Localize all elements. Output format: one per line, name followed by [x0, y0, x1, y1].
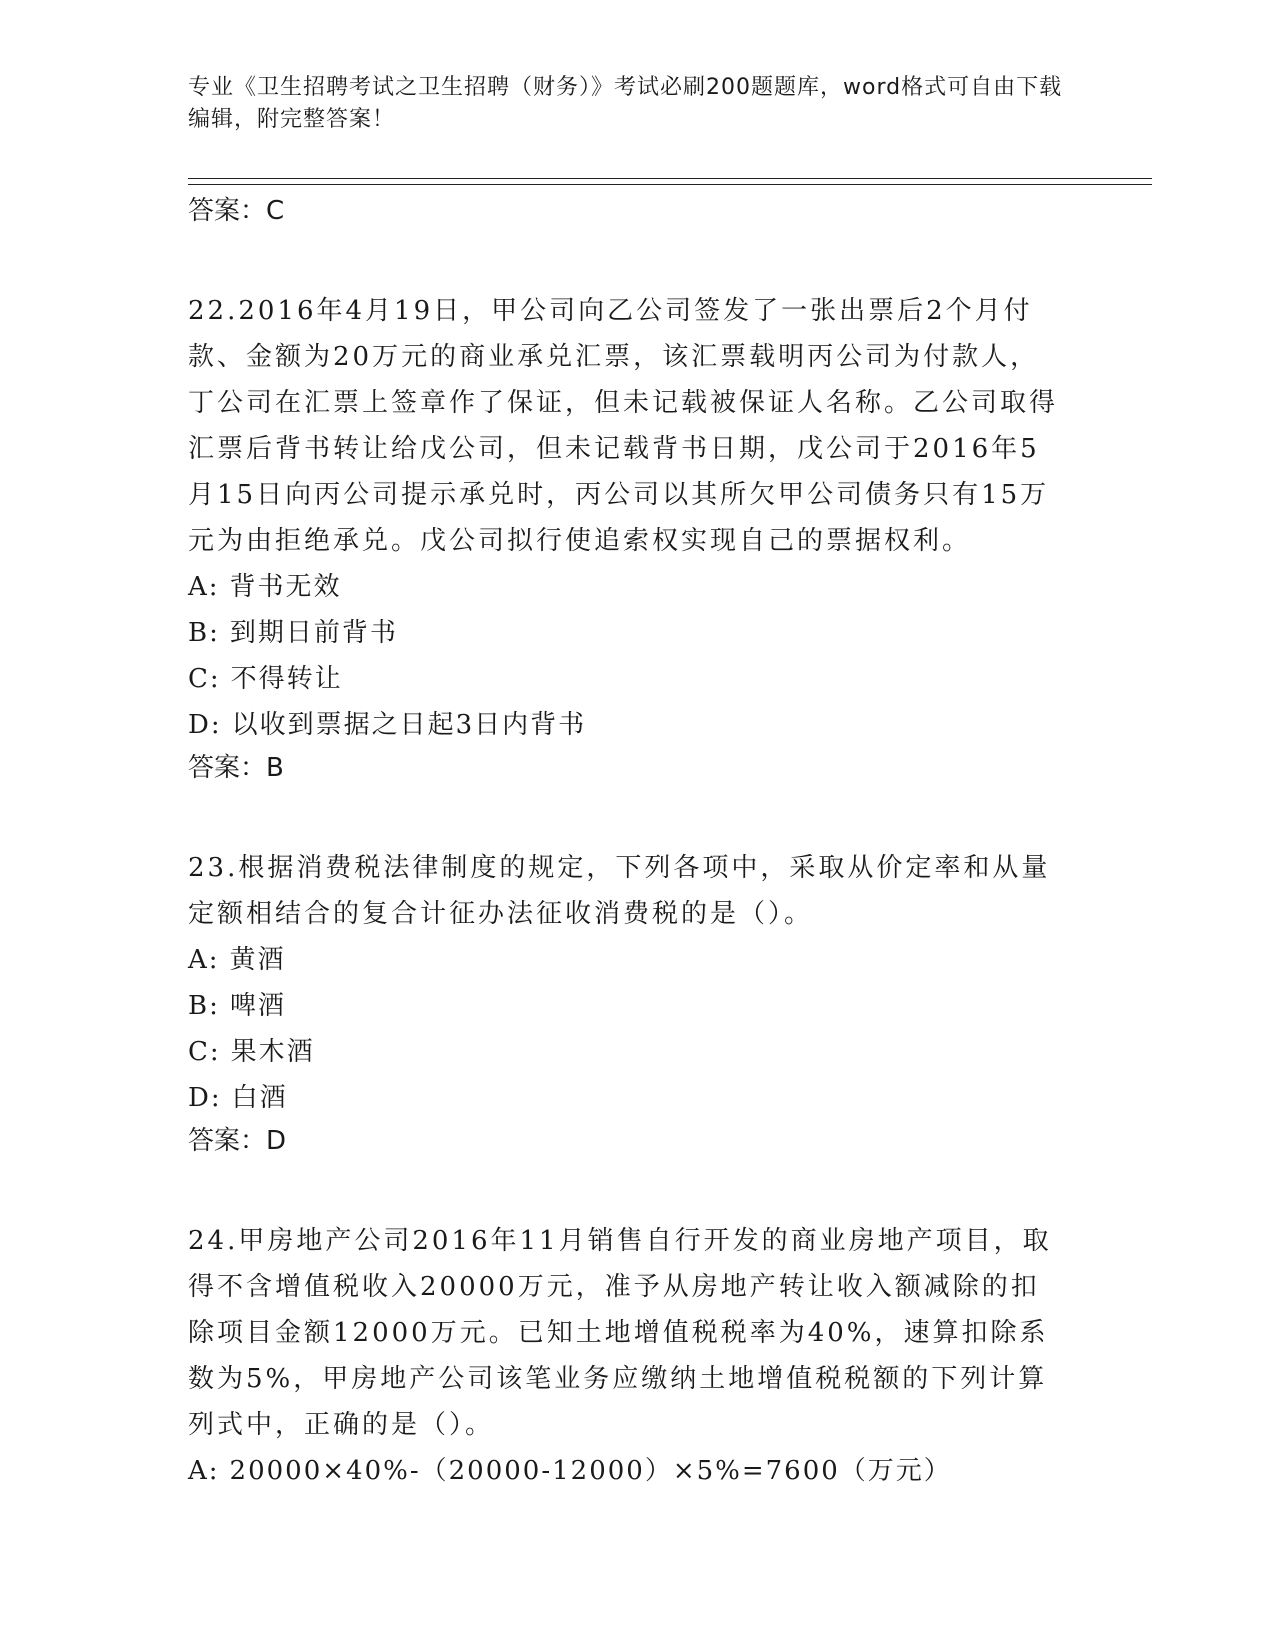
question-block	[188, 1218, 1068, 1494]
option-text: 果木酒	[230, 1037, 315, 1067]
option-key: B:	[188, 618, 220, 648]
option-key: D:	[188, 710, 222, 740]
option-key: A:	[188, 945, 220, 975]
document-header: 专业《卫生招聘考试之卫生招聘（财务）》考试必刷200题题库，word格式可自由下载编辑，附完整答案！	[188, 75, 1063, 132]
option-key: D:	[188, 1083, 222, 1113]
option-key: B:	[188, 991, 220, 1021]
header-rule-top	[188, 178, 1152, 179]
spacer	[188, 788, 1068, 845]
option-key: A:	[188, 572, 220, 602]
spacer	[188, 1161, 1068, 1218]
option-a	[188, 937, 1068, 983]
option-text: 白酒	[231, 1083, 288, 1113]
option-c	[188, 1029, 1068, 1075]
option-a	[188, 1448, 1068, 1494]
answer-text: 答案：D	[188, 1126, 287, 1156]
question-text: 22.2016年4月19日，甲公司向乙公司签发了一张出票后2个月付款、金额为20万元的商业承兑汇票，该汇票载明丙公司为付款人，丁公司在汇票上签章作了保证，但未记载被保证人名称。乙公司取得汇票后背书转让给戊公司，但未记载背书日期，戊公司于2016年5月15日向丙公司提示承兑时，丙公司以其所欠甲公司债务只有15万元为由拒绝承兑。戊公司拟行使追索权实现自己的票据权利。	[188, 296, 1059, 556]
spacer	[188, 231, 1068, 288]
option-key: C:	[188, 1037, 221, 1067]
option-text: 以收到票据之日起3日内背书	[231, 710, 587, 740]
option-key: A:	[188, 1456, 220, 1486]
option-text: 背书无效	[229, 572, 342, 602]
question-text: 24.甲房地产公司2016年11月销售自行开发的商业房地产项目，取得不含增值税收入20000万元，准予从房地产转让收入额减除的扣除项目金额12000万元。已知土地增值税税率为40%，速算扣除系数为5%，甲房地产公司该笔业务应缴纳土地增值税税额的下列计算列式中，正确的是（）。	[188, 1226, 1052, 1440]
option-text: 20000×40%-（20000-12000）×5%=7600（万元）	[229, 1456, 952, 1486]
option-c	[188, 656, 1068, 702]
document-body	[188, 190, 1068, 1494]
option-b	[188, 610, 1068, 656]
option-key: C:	[188, 664, 221, 694]
question-text: 23.根据消费税法律制度的规定，下列各项中，采取从价定率和从量定额相结合的复合计征办法征收消费税的是（）。	[188, 853, 1051, 929]
option-a	[188, 564, 1068, 610]
option-text: 黄酒	[229, 945, 286, 975]
option-text: 不得转让	[230, 664, 343, 694]
header-rule-bottom	[188, 184, 1152, 185]
previous-answer: 答案：C	[188, 196, 285, 226]
question-block	[188, 288, 1068, 788]
option-d	[188, 1075, 1068, 1121]
option-d	[188, 702, 1068, 748]
option-text: 啤酒	[229, 991, 286, 1021]
question-block	[188, 845, 1068, 1161]
answer-text: 答案：B	[188, 753, 284, 783]
option-text: 到期日前背书	[229, 618, 398, 648]
option-b	[188, 983, 1068, 1029]
